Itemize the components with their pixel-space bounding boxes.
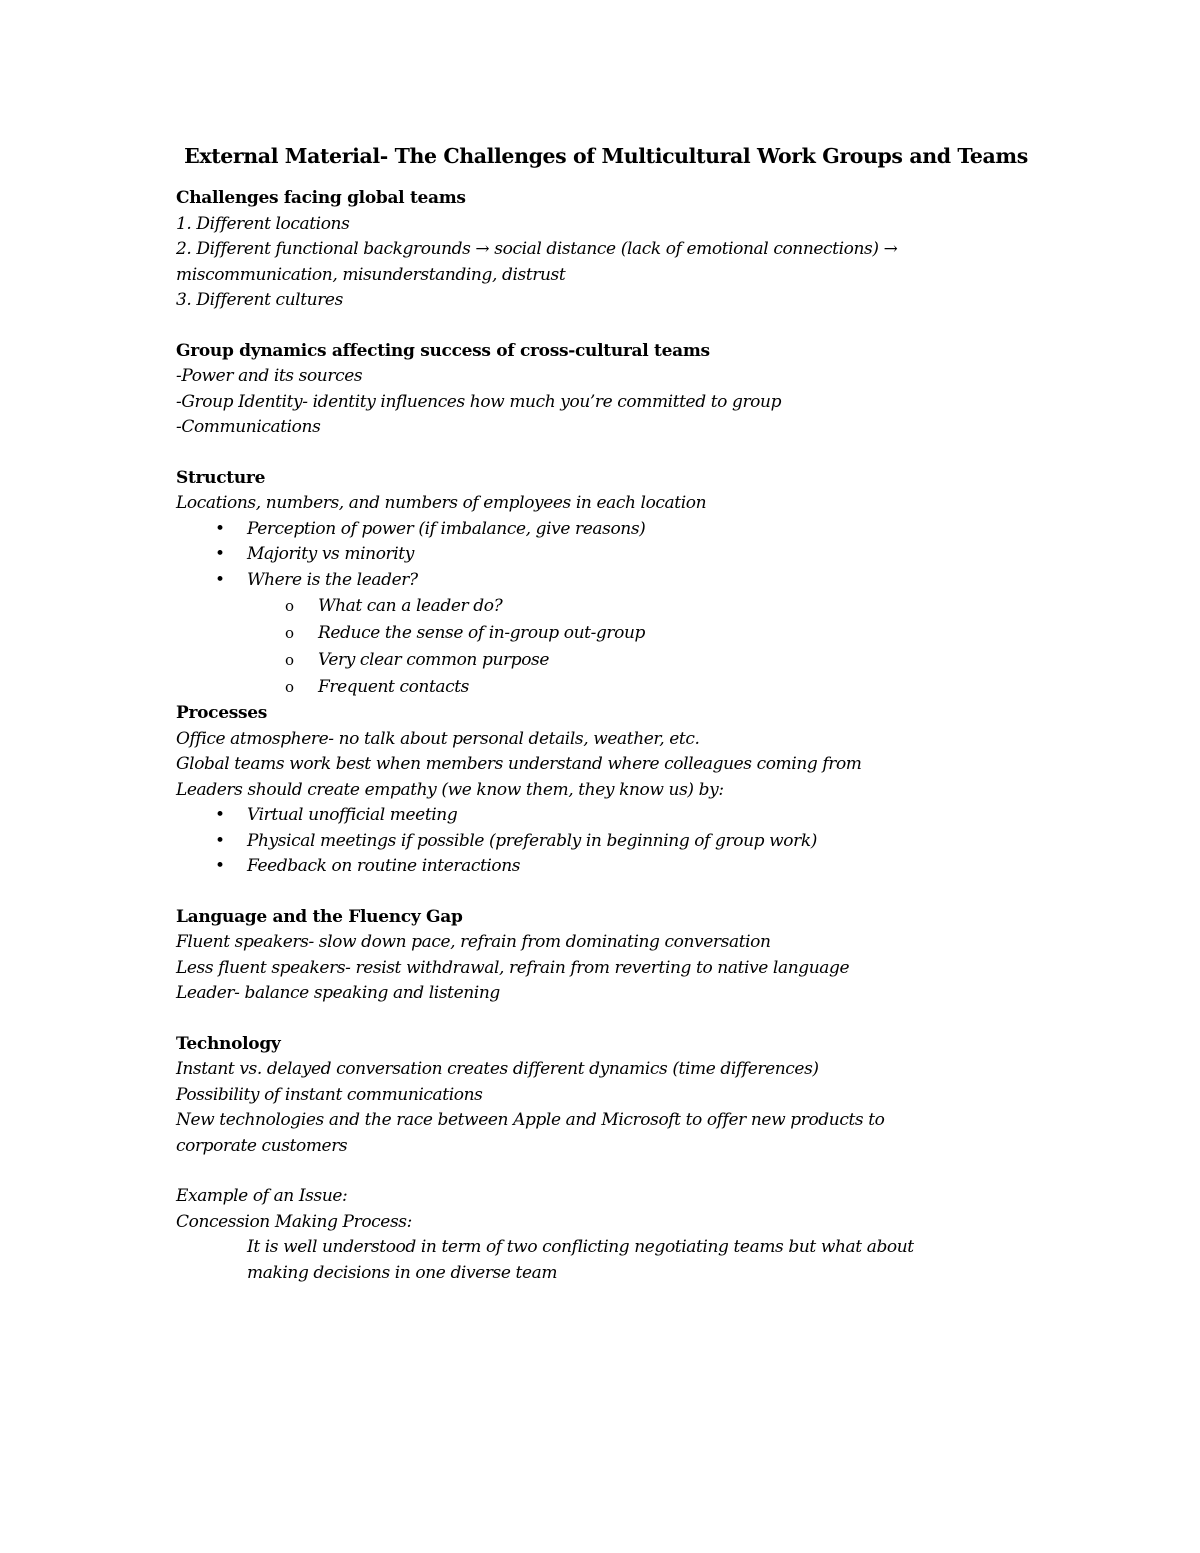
bullet-list <box>176 517 1036 594</box>
text-line: 1. Different locations <box>176 213 350 234</box>
circle-bullet-icon: o <box>285 651 294 669</box>
bullet-text: Majority vs minority <box>247 544 414 564</box>
document-title: External Material- The Challenges of Multicultural Work Groups and Teams <box>184 144 1028 168</box>
circle-bullet-icon: o <box>285 678 294 696</box>
heading-technology: Technology <box>176 1033 281 1054</box>
heading-language: Language and the Fluency Gap <box>176 906 463 927</box>
spacer <box>176 1159 1036 1184</box>
text-line: Possibility of instant communications <box>176 1084 483 1105</box>
text-line: -Power and its sources <box>176 366 363 386</box>
bullet-icon: • <box>215 805 225 825</box>
bullet-text: Physical meetings if possible (preferably in beginning of group work) <box>247 830 817 851</box>
bullet-item <box>176 829 1036 855</box>
text-line: Leader- balance speaking and listening <box>176 983 500 1003</box>
text-line: Office atmosphere- no talk about personal details, weather, etc. <box>176 728 700 749</box>
sub-bullet-item <box>176 647 1036 674</box>
spacer <box>176 880 1036 905</box>
spacer <box>176 1007 1036 1032</box>
text-line: miscommunication, misunderstanding, distrust <box>176 264 566 285</box>
spacer <box>176 441 1036 466</box>
sub-bullet-text: Reduce the sense of in-group out-group <box>318 623 646 643</box>
sub-bullet-item <box>176 620 1036 647</box>
sub-bullet-text: Frequent contacts <box>318 677 470 697</box>
bullet-icon: • <box>215 518 225 539</box>
text-line: Instant vs. delayed conversation creates different dynamics (time differences) <box>176 1059 819 1079</box>
bullet-item <box>176 854 1036 880</box>
indented-text-line: making decisions in one diverse team <box>247 1262 558 1283</box>
spacer <box>176 314 1036 339</box>
indented-text-line: It is well understood in term of two conflicting negotiating teams but what about <box>247 1237 914 1257</box>
text-line: 3. Different cultures <box>176 290 343 310</box>
sub-bullet-item <box>176 593 1036 620</box>
text-line: Locations, numbers, and numbers of employees in each location <box>176 493 707 513</box>
bullet-text: Feedback on routine interactions <box>247 856 521 876</box>
bullet-list <box>176 803 1036 880</box>
text-line: Example of an Issue: <box>176 1186 348 1206</box>
text-line: Concession Making Process: <box>176 1211 412 1232</box>
bullet-item <box>176 517 1036 543</box>
sub-bullet-item <box>176 674 1036 701</box>
bullet-text: Where is the leader? <box>247 569 418 590</box>
heading-challenges: Challenges facing global teams <box>176 188 466 208</box>
text-line: 2. Different functional backgrounds → social distance (lack of emotional connections) → <box>176 239 898 259</box>
circle-bullet-icon: o <box>285 597 294 615</box>
bullet-icon: • <box>215 856 225 876</box>
circle-bullet-icon: o <box>285 624 294 642</box>
text-line: Global teams work best when members understand where colleagues coming from <box>176 754 862 774</box>
text-line: corporate customers <box>176 1135 348 1156</box>
heading-group-dynamics: Group dynamics affecting success of cross-cultural teams <box>176 340 710 361</box>
bullet-item <box>176 568 1036 594</box>
heading-processes: Processes <box>176 703 268 723</box>
text-line: Less fluent speakers- resist withdrawal, refrain from reverting to native language <box>176 957 850 978</box>
bullet-text: Perception of power (if imbalance, give reasons) <box>247 518 646 539</box>
bullet-icon: • <box>215 830 225 851</box>
text-line: -Group Identity- identity influences how much you’re committed to group <box>176 391 782 412</box>
bullet-icon: • <box>215 544 225 564</box>
heading-structure: Structure <box>176 467 266 488</box>
bullet-item <box>176 803 1036 829</box>
text-line: -Communications <box>176 417 321 437</box>
sub-bullet-text: What can a leader do? <box>318 596 503 616</box>
text-line: Leaders should create empathy (we know them, they know us) by: <box>176 779 724 800</box>
sub-bullet-list <box>176 593 1036 701</box>
bullet-icon: • <box>215 569 225 590</box>
text-line: Fluent speakers- slow down pace, refrain from dominating conversation <box>176 932 771 952</box>
sub-bullet-text: Very clear common purpose <box>318 650 550 670</box>
document-page <box>176 140 1036 1286</box>
bullet-text: Virtual unofficial meeting <box>247 805 458 825</box>
text-line: New technologies and the race between Apple and Microsoft to offer new products to <box>176 1110 885 1130</box>
bullet-item <box>176 542 1036 568</box>
